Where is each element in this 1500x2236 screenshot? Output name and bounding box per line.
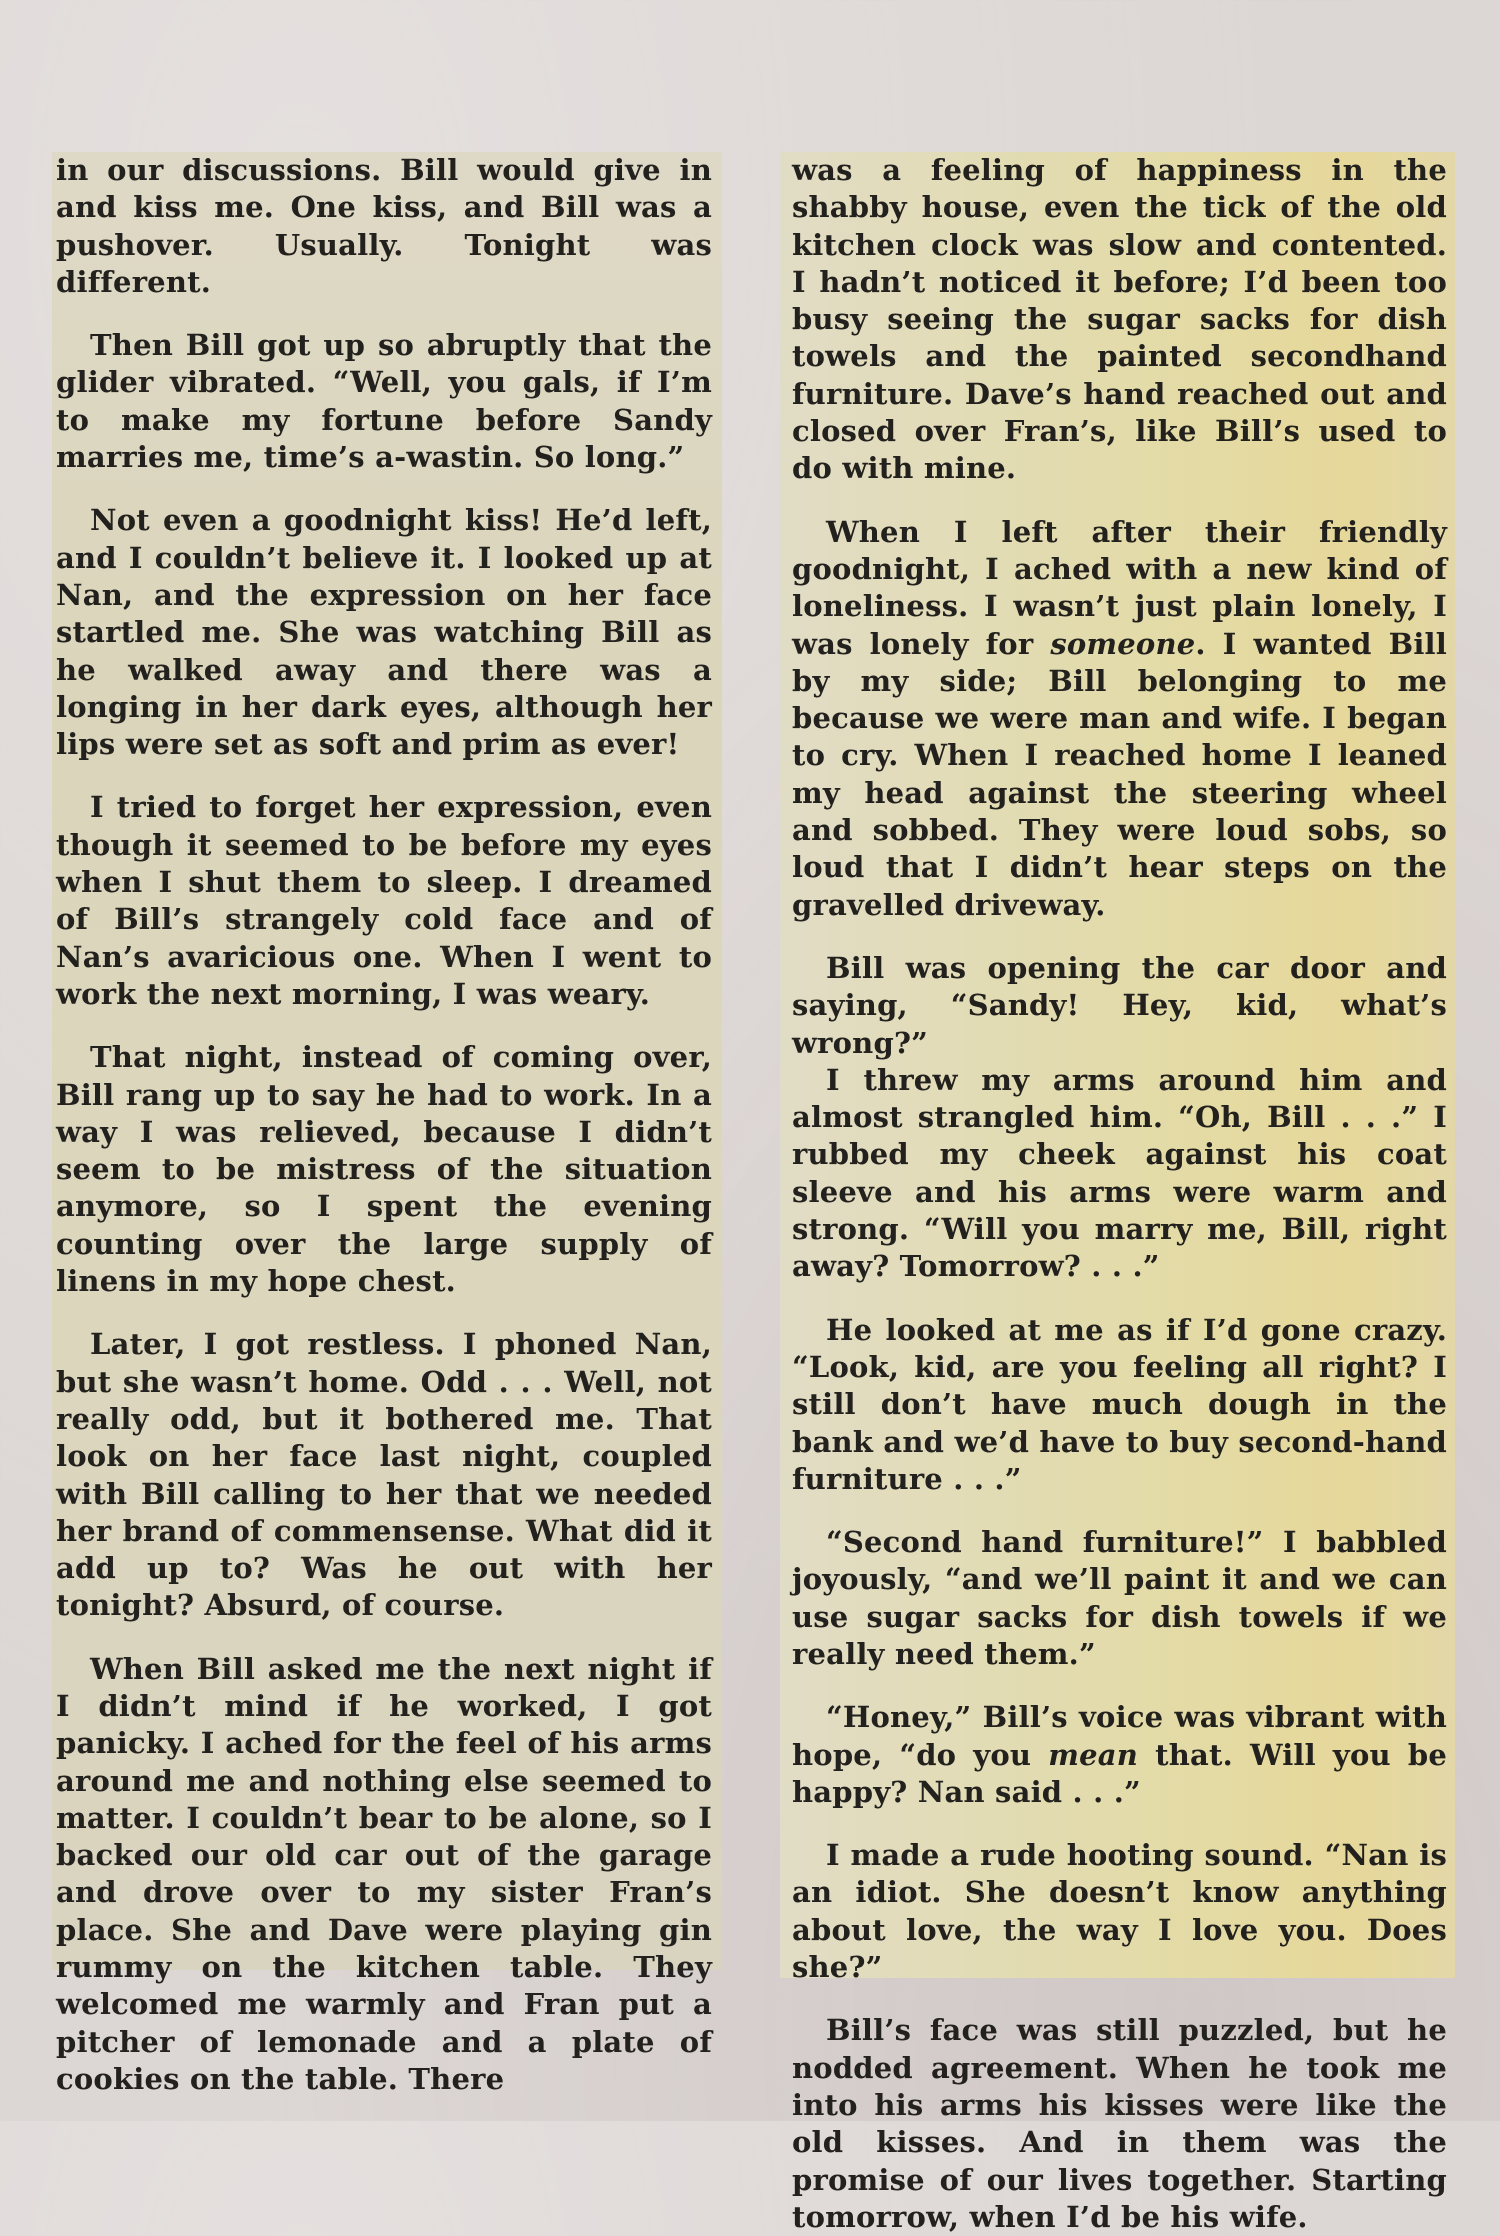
right-paragraph-7-start: “Honey,” Bill’s voice was vibrant with hope, “do you xyxy=(792,1700,1447,1772)
right-paragraph-7-end: that. Will you be happy? Nan said . . .” xyxy=(792,1737,1447,1809)
left-paragraph-1: in our discussions. Bill would give in and kiss me. One kiss, and Bill was a pushover. Usually. Tonight was different. xyxy=(56,153,712,299)
right-paragraph-2-start: When I left after their friendly goodnight, I ached with a new kind of loneliness. I wasn’t just plain lonely, I was lonely for xyxy=(792,514,1447,661)
left-paragraph-3: Not even a goodnight kiss! He’d left, and I couldn’t believe it. I looked up at Nan, and the expression on her face startled me. She was watching Bill as he walked away and there was a longing in her dark eyes, although her lips were set as soft and prim as ever! xyxy=(56,503,712,762)
right-paragraph-7-emphasis: mean xyxy=(1048,1737,1139,1772)
right-paragraph-1: was a feeling of happiness in the shabby house, even the tick of the old kitchen clock was slow and contented. I hadn’t noticed it before; I’d been too busy seeing the sugar sacks for dish towels and the painted secondhand furniture. Dave’s hand reached out and closed over Fran’s, like Bill’s used to do with mine. xyxy=(792,153,1447,486)
left-paragraph-7: When Bill asked me the next night if I didn’t mind if he worked, I got panicky. I ached for the feel of his arms around me and nothing else seemed to matter. I couldn’t bear to be alone, so I backed our old car out of the garage and drove over to my sister Fran’s place. She and Dave were playing gin rummy on the kitchen table. They welcomed me warmly and Fran put a pitcher of lemonade and a plate of cookies on the table. There xyxy=(56,1651,712,2096)
left-paragraph-5: That night, instead of coming over, Bill rang up to say he had to work. In a way I was relieved, because I didn’t seem to be mistress of the situation anymore, so I spent the evening counting over the large supply of linens in my hope chest. xyxy=(56,1040,712,1299)
right-paragraph-5: He looked at me as if I’d gone crazy. “Look, kid, are you feeling all right? I still don’t have much dough in the bank and we’d have to buy second-hand furniture . . .” xyxy=(792,1312,1447,1496)
right-paragraph-6: “Second hand furniture!” I babbled joyously, “and we’ll paint it and we can use sugar sacks for dish towels if we really need them.” xyxy=(792,1525,1447,1671)
right-paragraph-2-end: . I wanted Bill by my side; Bill belonging to me because we were man and wife. I began to cry. When I reached home I leaned my head against the steering wheel and sobbed. They were loud sobs, so loud that I didn’t hear steps on the gravelled driveway. xyxy=(792,626,1447,922)
left-paragraph-2: Then Bill got up so abruptly that the glider vibrated. “Well, you gals, if I’m to make my fortune before Sandy marries me, time’s a-wastin. So long.” xyxy=(56,328,712,475)
left-paragraph-6: Later, I got restless. I phoned Nan, but she wasn’t home. Odd . . . Well, not really odd, but it bothered me. That look on her face last night, coupled with Bill calling to her that we needed her brand of commensense. What did it add up to? Was he out with her tonight? Absurd, of course. xyxy=(56,1327,712,1623)
left-paragraph-4: I tried to forget her expression, even though it seemed to be before my eyes when I shut them to sleep. I dreamed of Bill’s strangely cold face and of Nan’s avaricious one. When I went to work the next morning, I was weary. xyxy=(56,790,712,1011)
right-paragraph-4: I threw my arms around him and almost strangled him. “Oh, Bill . . .” I rubbed my cheek against his coat sleeve and his arms were warm and strong. “Will you marry me, Bill, right away? Tomorrow? . . .” xyxy=(792,1062,1447,1284)
right-paragraph-3: Bill was opening the car door and saying, “Sandy! Hey, kid, what’s wrong?” xyxy=(792,950,1447,1060)
right-text-column xyxy=(780,152,1455,2234)
right-paragraph-8: I made a rude hooting sound. “Nan is an idiot. She doesn’t know anything about love, the way I love you. Does she?” xyxy=(792,1838,1447,1985)
right-paragraph-7 xyxy=(792,1699,1447,1811)
right-paragraph-9: Bill’s face was still puzzled, but he nodded agreement. When he took me into his arms his kisses were like the old kisses. And in them was the promise of our lives together. Starting tomorrow, when I’d be his wife. xyxy=(792,2013,1447,2234)
right-paragraph-2-emphasis: someone xyxy=(1050,626,1196,661)
left-text-column xyxy=(52,152,722,2096)
right-paragraph-2 xyxy=(792,514,1447,924)
